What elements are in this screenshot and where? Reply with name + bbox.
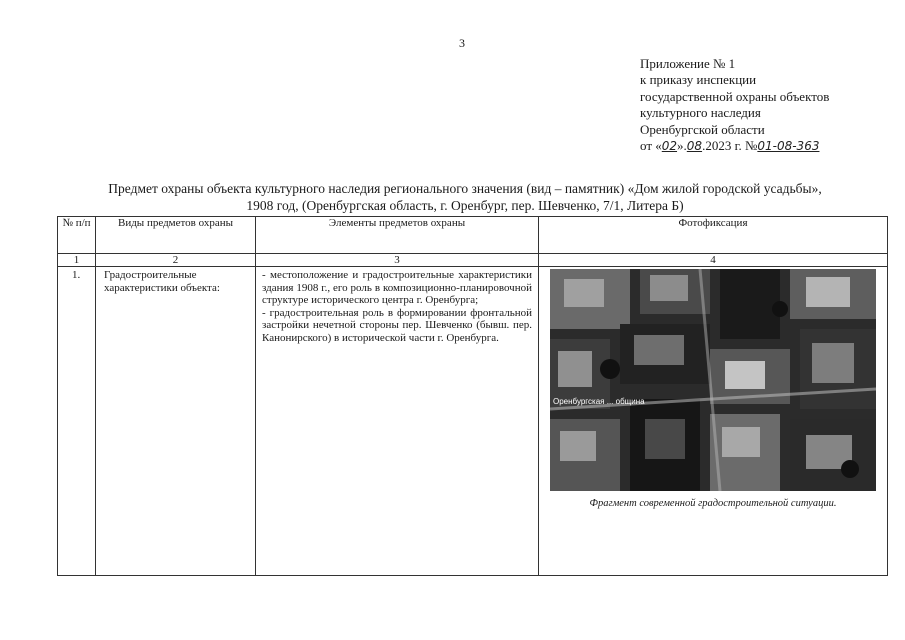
- date-year: .2023 г. №: [702, 138, 758, 154]
- annex-line: к приказу инспекции: [640, 72, 757, 88]
- protection-type: Градостроительные характеристики объекта:: [96, 267, 256, 576]
- annex-line: Приложение № 1: [640, 56, 736, 71]
- handwritten-order-number: 01-08-363: [757, 139, 820, 154]
- table-header-row: [58, 217, 888, 254]
- protection-elements: [256, 267, 539, 576]
- protection-table: [57, 216, 888, 576]
- photo-caption: Фрагмент современной градостроительной ситуации.: [589, 498, 837, 509]
- annex-line: Оренбургской области: [640, 121, 765, 137]
- table-row: [58, 267, 888, 576]
- date-sep: ».: [677, 138, 687, 154]
- photo-cell: [539, 267, 888, 576]
- annex-date-line: [640, 138, 829, 154]
- annex-header: [640, 56, 829, 154]
- title-line-2: 1908 год, (Оренбургская область, г. Оренбург, пер. Шевченко, 7/1, Литера Б): [246, 198, 684, 213]
- column-number: 3: [256, 254, 539, 267]
- element-item: - местоположение и градостроительные характеристики здания 1908 г., его роль в композиционно-планировочной структуре исторического центра г. Оренбурга;: [262, 269, 532, 307]
- row-index: 1.: [58, 267, 96, 576]
- handwritten-month: 08: [686, 139, 703, 154]
- column-number: 4: [539, 254, 888, 267]
- column-number: 1: [58, 254, 96, 267]
- header-types: Виды предметов охраны: [96, 217, 256, 254]
- annex-line: государственной охраны объектов: [640, 88, 830, 104]
- document-title: [40, 180, 890, 214]
- date-prefix: от «: [640, 138, 662, 154]
- column-number-row: [58, 254, 888, 267]
- annex-line: культурного наследия: [640, 105, 761, 121]
- page-number: 3: [459, 36, 465, 50]
- header-num: № п/п: [58, 217, 96, 254]
- element-item: - градостроительная роль в формировании фронтальной застройки нечетной стороны пер. Шевченко (бывш. пер. Канонирского) в исторической части г. Оренбурга.: [262, 306, 532, 344]
- header-elements: Элементы предметов охраны: [256, 217, 539, 254]
- handwritten-day: 02: [661, 139, 678, 154]
- title-line-1: Предмет охраны объекта культурного наследия регионального значения (вид – памятник) «Дом жилой городской усадьбы»,: [108, 181, 822, 196]
- satellite-photo: [550, 269, 876, 491]
- header-photo: Фотофиксация: [539, 217, 888, 254]
- column-number: 2: [96, 254, 256, 267]
- photo-label: Оренбургская ... община: [553, 397, 645, 406]
